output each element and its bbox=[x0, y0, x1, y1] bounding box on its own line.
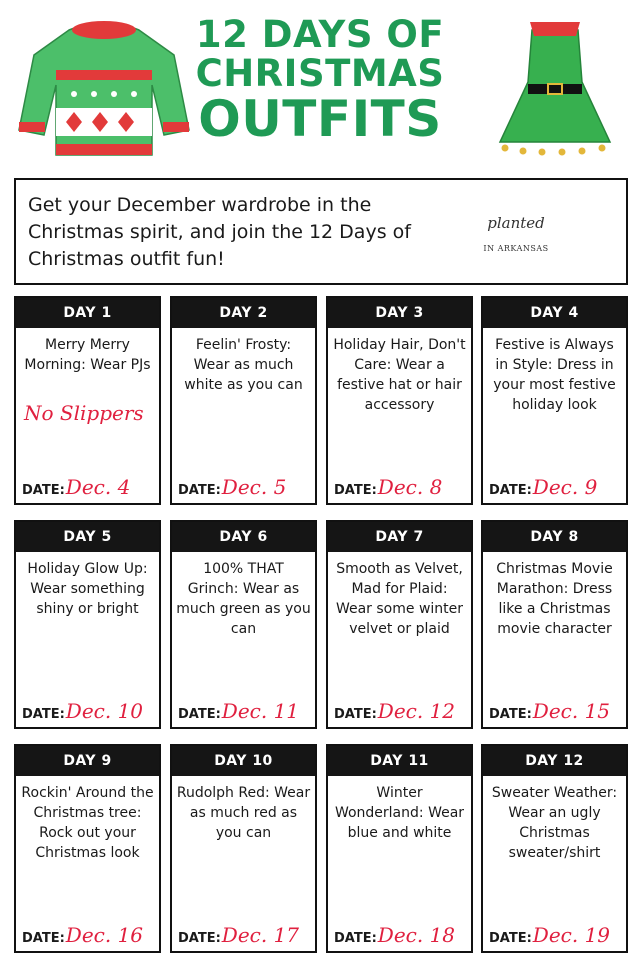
title-line-3: OUTFITS bbox=[198, 90, 442, 148]
date-label: DATE: bbox=[22, 931, 65, 946]
title-line-1: 12 DAYS OF bbox=[195, 13, 445, 56]
date-value: Dec. 16 bbox=[65, 923, 144, 947]
date-label: DATE: bbox=[489, 707, 532, 722]
day-description: Christmas Movie Marathon: Dress like a Christmas movie character bbox=[496, 561, 613, 637]
day-card-1 bbox=[14, 296, 161, 505]
day-header: DAY 4 bbox=[483, 298, 626, 328]
day-header: DAY 5 bbox=[16, 522, 159, 552]
date-value: Dec. 12 bbox=[377, 699, 456, 723]
day-card-2 bbox=[170, 296, 317, 505]
day-header: DAY 6 bbox=[172, 522, 315, 552]
date-label: DATE: bbox=[22, 707, 65, 722]
day-card-6 bbox=[170, 520, 317, 729]
day-header: DAY 7 bbox=[328, 522, 471, 552]
day-card-4 bbox=[481, 296, 628, 505]
day-header: DAY 1 bbox=[16, 298, 159, 328]
day-description: Rudolph Red: Wear as much red as you can bbox=[176, 785, 311, 841]
date-value: Dec. 17 bbox=[221, 923, 300, 947]
day-description: Winter Wonderland: Wear blue and white bbox=[334, 785, 465, 841]
elf-dress-illustration bbox=[490, 12, 620, 162]
day-header: DAY 9 bbox=[16, 746, 159, 776]
day-description: Rockin' Around the Christmas tree: Rock out your Christmas look bbox=[21, 785, 154, 861]
date-field bbox=[334, 699, 455, 723]
day-header: DAY 12 bbox=[483, 746, 626, 776]
day-card-7 bbox=[326, 520, 473, 729]
day-card-5 bbox=[14, 520, 161, 729]
date-value: Dec. 11 bbox=[221, 699, 300, 723]
day-description: Holiday Hair, Don't Care: Wear a festive hat or hair accessory bbox=[333, 337, 466, 413]
date-field bbox=[22, 699, 143, 723]
day-description: Smooth as Velvet, Mad for Plaid: Wear some winter velvet or plaid bbox=[335, 561, 464, 637]
day-header: DAY 11 bbox=[328, 746, 471, 776]
day-header: DAY 2 bbox=[172, 298, 315, 328]
date-field bbox=[178, 923, 299, 947]
date-field bbox=[178, 475, 286, 499]
date-field bbox=[489, 475, 597, 499]
date-field bbox=[22, 923, 143, 947]
date-value: Dec. 10 bbox=[65, 699, 144, 723]
date-label: DATE: bbox=[334, 931, 377, 946]
date-field bbox=[334, 475, 442, 499]
date-field bbox=[489, 699, 610, 723]
page-title bbox=[195, 13, 445, 148]
day-description: Sweater Weather: Wear an ugly Christmas sweater/shirt bbox=[491, 785, 618, 861]
day-card-3 bbox=[326, 296, 473, 505]
day-description: Festive is Always in Style: Dress in your most festive holiday look bbox=[493, 337, 616, 413]
day-header: DAY 8 bbox=[483, 522, 626, 552]
handwritten-note: No Slippers bbox=[24, 401, 144, 425]
date-label: DATE: bbox=[178, 707, 221, 722]
title-line-2: CHRISTMAS bbox=[195, 52, 445, 95]
date-label: DATE: bbox=[334, 707, 377, 722]
day-card-10 bbox=[170, 744, 317, 953]
date-label: DATE: bbox=[489, 483, 532, 498]
day-card-9 bbox=[14, 744, 161, 953]
date-label: DATE: bbox=[178, 483, 221, 498]
date-label: DATE: bbox=[334, 483, 377, 498]
date-field bbox=[489, 923, 610, 947]
day-card-8 bbox=[481, 520, 628, 729]
date-value: Dec. 5 bbox=[221, 475, 287, 499]
day-description: Holiday Glow Up: Wear something shiny or bright bbox=[27, 561, 148, 617]
date-field bbox=[178, 699, 299, 723]
date-value: Dec. 15 bbox=[532, 699, 611, 723]
date-label: DATE: bbox=[178, 931, 221, 946]
christmas-sweater-illustration bbox=[14, 10, 194, 160]
date-field bbox=[334, 923, 455, 947]
intro-text: Get your December wardrobe in the Christmas spirit, and join the 12 Days of Christmas outfit fun! bbox=[28, 194, 411, 270]
day-header: DAY 10 bbox=[172, 746, 315, 776]
date-value: Dec. 19 bbox=[532, 923, 611, 947]
day-header: DAY 3 bbox=[328, 298, 471, 328]
date-value: Dec. 18 bbox=[377, 923, 456, 947]
date-value: Dec. 4 bbox=[65, 475, 131, 499]
date-field bbox=[22, 475, 130, 499]
day-card-12 bbox=[481, 744, 628, 953]
logo-line-1: planted bbox=[487, 214, 545, 232]
date-value: Dec. 8 bbox=[377, 475, 443, 499]
date-value: Dec. 9 bbox=[532, 475, 598, 499]
logo-line-2: IN ARKANSAS bbox=[483, 244, 549, 253]
day-description: 100% THAT Grinch: Wear as much green as you can bbox=[176, 561, 311, 637]
date-label: DATE: bbox=[22, 483, 65, 498]
day-card-11 bbox=[326, 744, 473, 953]
intro-box bbox=[14, 178, 628, 285]
date-label: DATE: bbox=[489, 931, 532, 946]
day-description: Feelin' Frosty: Wear as much white as you can bbox=[184, 337, 303, 393]
planted-in-arkansas-logo bbox=[476, 210, 556, 262]
day-description: Merry Merry Morning: Wear PJs bbox=[24, 337, 151, 373]
